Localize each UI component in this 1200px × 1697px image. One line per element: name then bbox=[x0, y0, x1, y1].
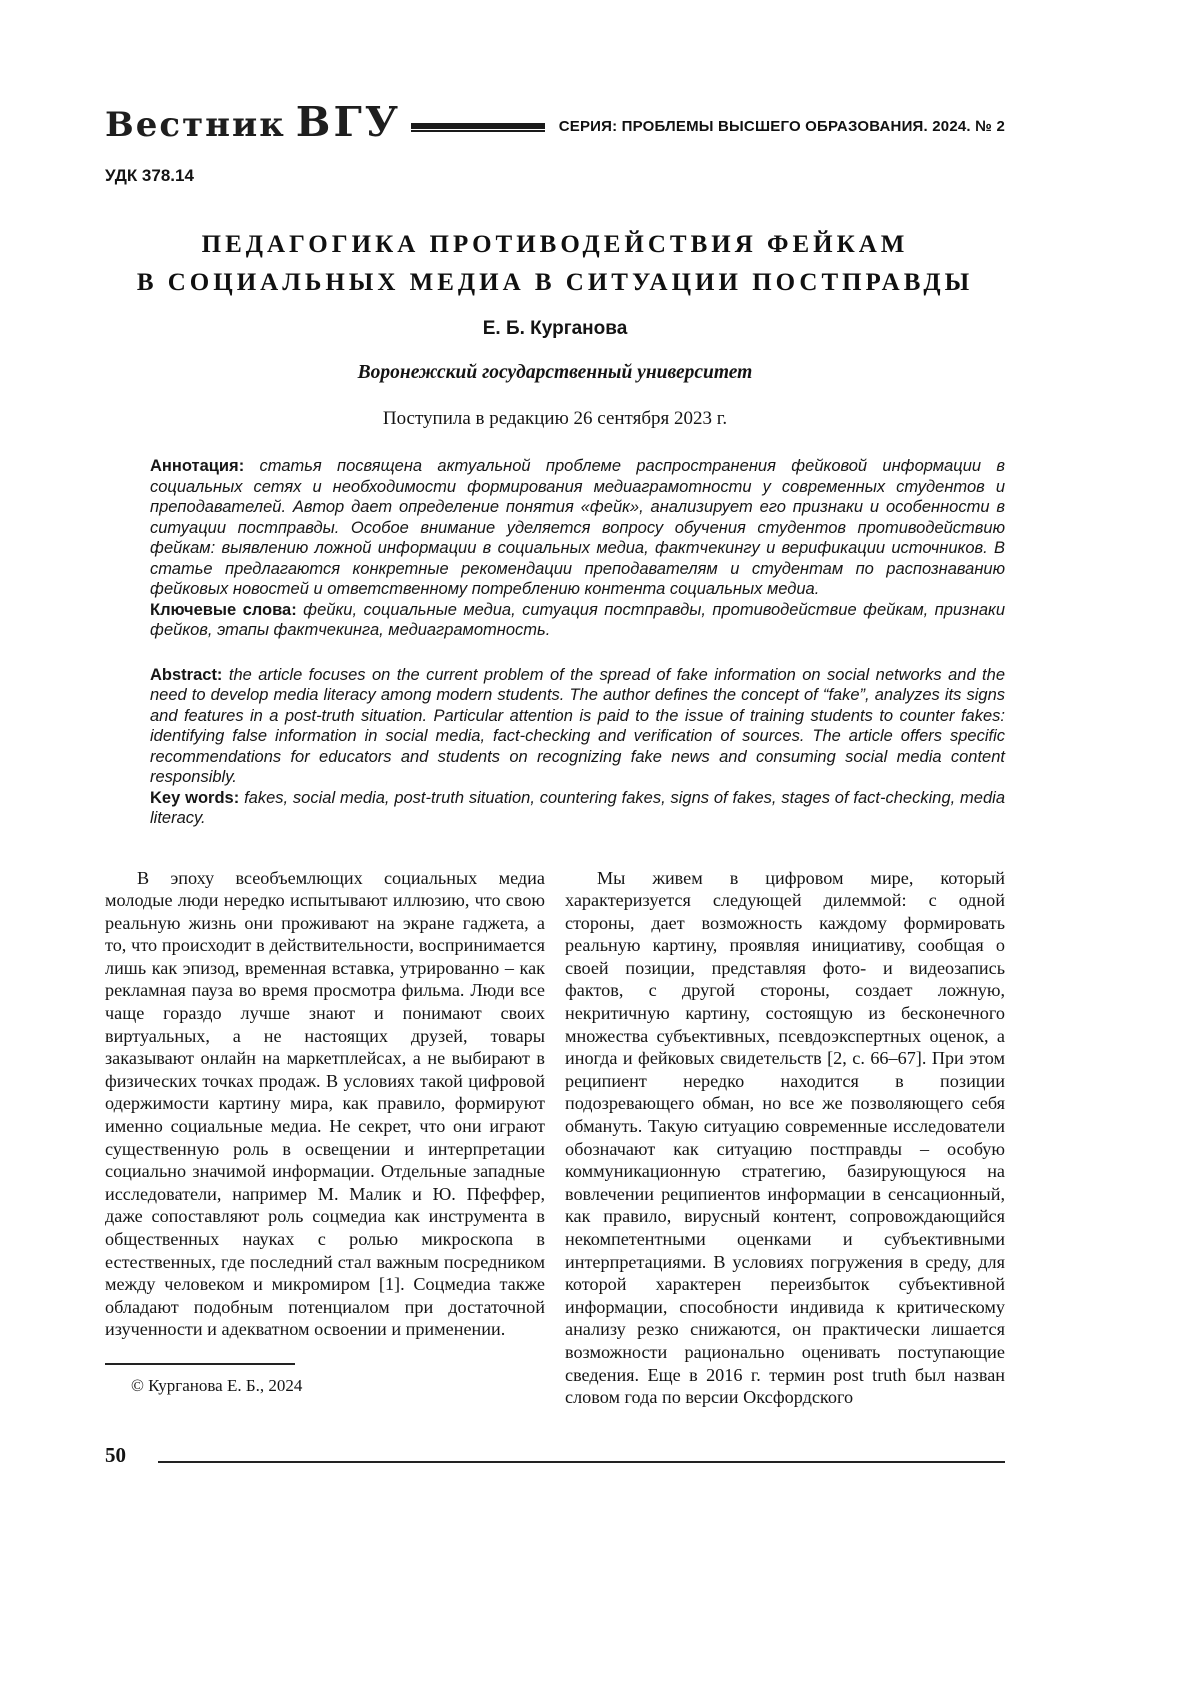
keywords-en-text: fakes, social media, post-truth situation, countering fakes, signs of fakes, stages of fact-checking, media literacy. bbox=[150, 788, 1005, 827]
article-body bbox=[105, 867, 1005, 1409]
article-title-line-1: ПЕДАГОГИКА ПРОТИВОДЕЙСТВИЯ ФЕЙКАМ bbox=[201, 231, 909, 258]
keywords-en-label: Key words: bbox=[150, 788, 240, 807]
copyright-footnote bbox=[105, 1363, 545, 1398]
body-paragraph-left: В эпоху всеобъемлющих социальных медиа молодые люди нередко испытывают иллюзию, что свою реальную жизнь они проживают на экране гаджета, а то, что происходит в действительности, воспринимается лишь как эпизод, временная вставка, утрированно – как рекламная пауза во время просмотра фильма. Люди все чаще гораздо лучше знают и понимают своих виртуальных, а не настоящих друзей, товары заказывают онлайн на маркетплейсах, а не выбирают в физических точках продаж. В условиях такой цифровой одержимости картину мира, как правило, формируют именно социальные медиа. Не секрет, что они играют существенную роль в освещении и интерпретации социально значимой информации. Отдельные западные исследователи, например М. Малик и Ю. Пфеффер, даже сопоставляют роль соцмедиа как инструмента в общественных науках с ролью микроскопа в естественных, где последний стал важным посредником между человеком и микромиром [1]. Соцмедиа также обладают подобным потенциалом при достаточной изученности и адекватном освоении и применении. bbox=[105, 867, 545, 1340]
body-left-column bbox=[105, 867, 545, 1409]
article-affiliation: Воронежский государственный университет bbox=[357, 362, 753, 383]
article-title-line-2: В СОЦИАЛЬНЫХ МЕДИА В СИТУАЦИИ ПОСТПРАВДЫ bbox=[136, 269, 974, 296]
body-paragraph-right: Мы живем в цифровом мире, который характеризуется следующей дилеммой: с одной стороны, дает возможность каждому формировать реальную картину, проявляя инициативу, сообщая о своей позиции, представляя фото- и видеозапись фактов, с другой стороны, создает ложную, некритичную картину, состоящую из бесконечного множества субъективных, псевдоэкспертных оценок, а иногда и фейковых свидетельств [2, с. 66–67]. При этом реципиент нередко находится в позиции подозревающего обман, но все же позволяющего себя обмануть. Такую ситуацию современные исследователи обозначают как ситуацию постправды – особую коммуникационную стратегию, базирующуюся на вовлечении реципиентов информации в сенсационный, как правило, вирусный контент, сопровождающийся некомпетентными оценками и субъективными интерпретациями. В условиях погружения в среду, для которой характерен переизбыток субъективной информации, способности индивида к критическому анализу резко снижаются, он практически лишается возможности рационально оценивать поступающие сведения. Еще в 2016 г. термин post truth был назван словом года по версии Оксфордского bbox=[565, 867, 1005, 1408]
udc-code: УДК 378.14 bbox=[105, 166, 194, 185]
body-right-column bbox=[565, 867, 1005, 1409]
footnote-rule bbox=[105, 1363, 295, 1365]
abstract-en-text: the article focuses on the current problem of the spread of fake information on social networks and the need to develop media literacy among modern students. The author defines the concept of “fake”, analyzes its signs and features in a post-truth situation. Particular attention is paid to the issue of training students to counter fakes: identifying false information in social media, fact-checking and verification of sources. The article offers specific recommendations for educators and students on recognizing fake news and consuming social media content responsibly. bbox=[150, 665, 1005, 786]
annotation-ru-block bbox=[150, 456, 1005, 641]
annotation-ru-paragraph bbox=[150, 456, 1005, 600]
header-divider-rule bbox=[411, 123, 545, 132]
journal-logo-vgu: ВГУ bbox=[295, 98, 402, 146]
keywords-ru-paragraph bbox=[150, 600, 1005, 641]
article-author: Е. Б. Курганова bbox=[482, 318, 628, 339]
annotation-ru-text: статья посвящена актуальной проблеме распространения фейковой информации в социальных сетях и необходимости формирования медиаграмотности у современных студентов и преподавателей. Автор дает определение понятия «фейк», анализирует его признаки и особенности в ситуации постправды. Особое внимание уделяется вопросу обучения студентов противодействию фейкам: выявлению ложной информации в социальных медиа, фактчекингу и верификации источников. В статье предлагаются конкретные рекомендации преподавателям и студентам по распознаванию фейковых новостей и ответственному потреблению контента социальных медиа. bbox=[150, 457, 1006, 598]
footer-rule bbox=[158, 1461, 1005, 1463]
page-header bbox=[105, 98, 1005, 146]
article-title bbox=[105, 226, 1005, 302]
keywords-en-paragraph bbox=[150, 788, 1005, 829]
abstract-en-block bbox=[150, 665, 1005, 829]
copyright-line: © Курганова Е. Б., 2024 bbox=[131, 1375, 303, 1395]
abstract-en-paragraph bbox=[150, 665, 1005, 788]
abstract-en-label: Abstract: bbox=[150, 665, 223, 684]
received-date: Поступила в редакцию 26 сентября 2023 г. bbox=[382, 408, 728, 429]
journal-logo bbox=[105, 98, 401, 146]
keywords-ru-label: Ключевые слова: bbox=[150, 600, 297, 619]
journal-logo-vestnik: Вестник bbox=[105, 105, 286, 145]
annotation-ru-label: Аннотация: bbox=[150, 457, 245, 475]
page-footer bbox=[105, 1443, 1005, 1468]
series-title: СЕРИЯ: ПРОБЛЕМЫ ВЫСШЕГО ОБРАЗОВАНИЯ. 2024. № 2 bbox=[558, 117, 1005, 135]
keywords-ru-text: фейки, социальные медиа, ситуация постправды, противодействие фейкам, признаки фейков, этапы фактчекинга, медиаграмотность. bbox=[150, 600, 1005, 639]
page-number: 50 bbox=[105, 1442, 126, 1467]
